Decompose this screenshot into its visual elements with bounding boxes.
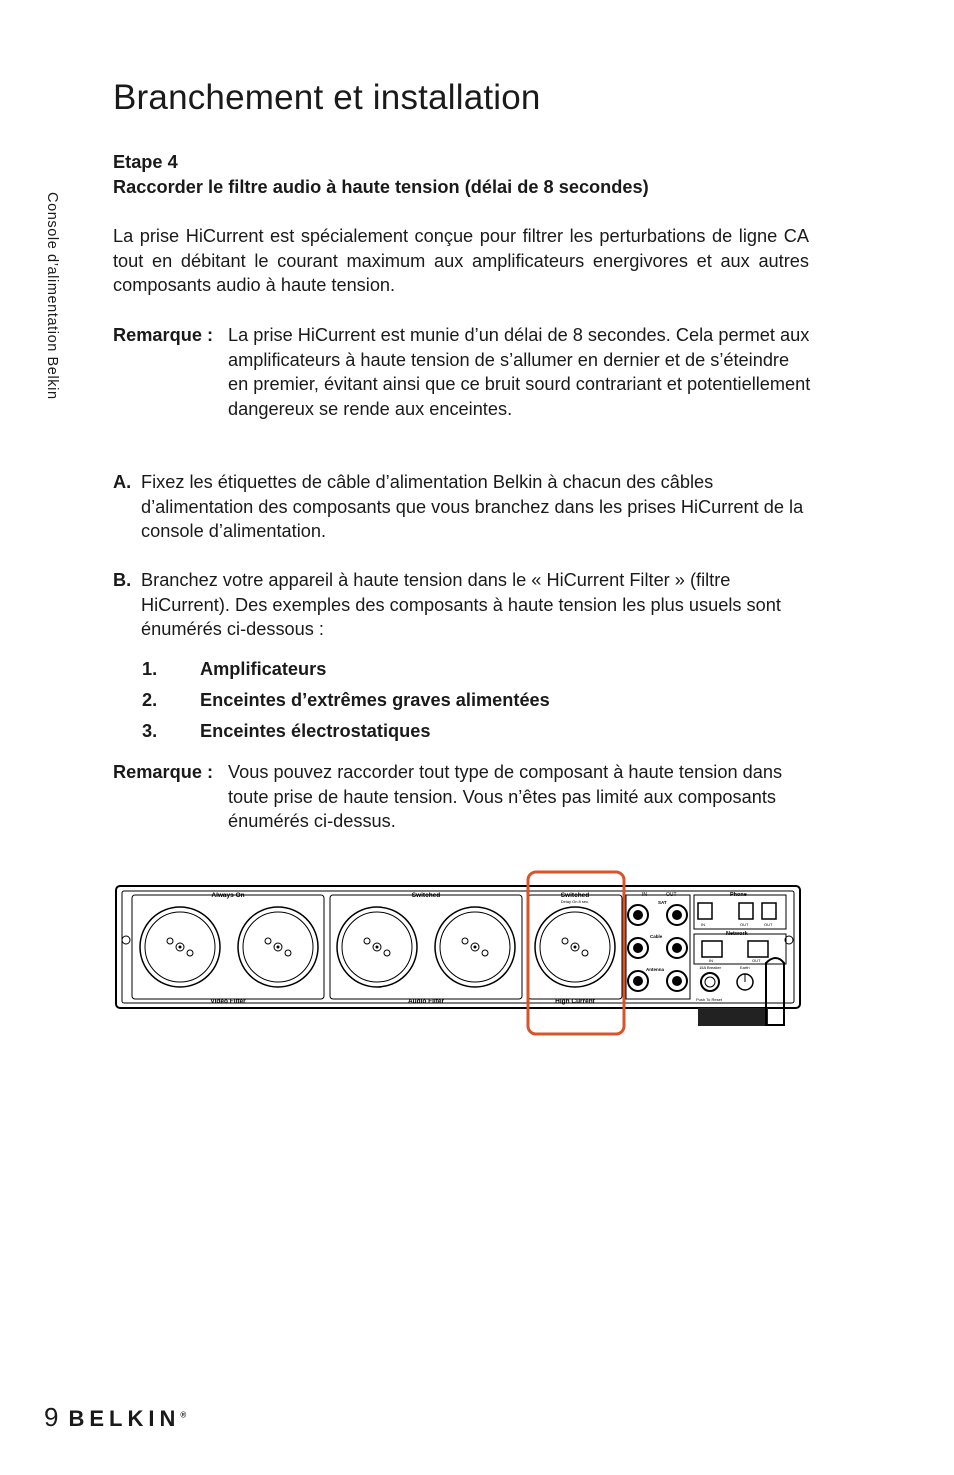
item-a-label: A.: [113, 472, 132, 492]
coax-in-label: IN: [642, 892, 647, 898]
list-item-number: 1.: [142, 659, 158, 679]
list-item: [142, 654, 550, 685]
item-b: [113, 568, 813, 642]
page-title: Branchement et installation: [113, 78, 541, 117]
network-label: Network: [726, 931, 748, 937]
item-b-text: Branchez votre appareil à haute tension dans le « HiCurrent Filter » (filtre HiCurrent). Des exemples des composants à haute tension les plus usuels sont énumérés ci-dessous :: [141, 570, 781, 639]
note-2-label: Remarque :: [113, 762, 214, 782]
list-item-number: 3.: [142, 721, 158, 741]
step-block: [113, 150, 833, 199]
phone-in-label: IN: [701, 922, 705, 927]
intro-paragraph: La prise HiCurrent est spécialement conçue pour filtrer les perturbations de ligne CA tout en débitant le courant maximum aux amplificateurs energivores et aux autres composants audio à haute tension.: [113, 226, 809, 295]
note-1-label: Remarque :: [113, 325, 214, 345]
label-switched: Switched: [411, 892, 441, 899]
net-in-label: IN: [709, 958, 713, 963]
label-audio-filter: Audio Filter: [407, 998, 445, 1005]
note-2-text: Vous pouvez raccorder tout type de composant à haute tension dans toute prise de haute tension. Vous n’êtes pas limité aux composants énumérés ci-dessus.: [228, 762, 783, 831]
label-always-on: Always On: [211, 892, 245, 899]
earth-label: Earth: [740, 965, 750, 970]
brand-text: BELKIN: [68, 1406, 181, 1431]
item-a: [113, 470, 813, 544]
list-item-text: Amplificateurs: [200, 659, 327, 679]
breaker-label: 15A Breaker: [699, 965, 722, 970]
note-1: [113, 323, 813, 421]
phone-label: Phone: [730, 892, 747, 898]
label-high-current: High Current: [555, 998, 595, 1005]
list-item-text: Enceintes électrostatiques: [200, 721, 431, 741]
coax-out-label: OUT: [666, 892, 677, 898]
sat-label: SAT: [658, 900, 667, 905]
list-item: [142, 716, 550, 747]
list-item: [142, 685, 550, 716]
push-reset-label: Push To Reset: [696, 997, 722, 1002]
net-out-label: OUT: [752, 958, 761, 963]
brand-mark: ®: [180, 1410, 187, 1420]
step-subheading: Raccorder le filtre audio à haute tension (délai de 8 secondes): [113, 176, 649, 197]
power-console-back-panel: [112, 868, 812, 1038]
list-item-number: 2.: [142, 690, 158, 710]
page-number: 9: [44, 1402, 59, 1432]
item-a-text: Fixez les étiquettes de câble d’alimentation Belkin à chacun des câbles d’alimentation des composants que vous branchez dans les prises HiCurrent de la console d’alimentation.: [141, 472, 804, 541]
note-1-text: La prise HiCurrent est munie d’un délai de 8 secondes. Cela permet aux amplificateurs à haute tension de s’allumer en dernier et de s’éteindre en premier, évitant ainsi que ce bruit sourd contrariant et potentiellement dangereux se rende aux enceintes.: [228, 325, 811, 419]
step-heading: Etape 4: [113, 152, 178, 172]
page-footer: [44, 1402, 186, 1433]
bottom-foot: [698, 1008, 768, 1026]
list-item-text: Enceintes d’extrêmes graves alimentées: [200, 690, 550, 710]
side-label: Console d’alimentation Belkin: [44, 192, 60, 400]
antenna-label: Antenna: [646, 967, 664, 972]
label-switched-hc: Switched: [560, 892, 590, 899]
phone-out-label: OUT: [740, 922, 749, 927]
label-delay: Delay On 8 sec.: [560, 899, 590, 904]
label-video-filter: Video Filter: [210, 998, 246, 1005]
phone-out-label: OUT: [764, 922, 773, 927]
belkin-logo: [68, 1406, 186, 1432]
cable-label: Cable: [650, 934, 663, 939]
component-list: [142, 654, 550, 747]
item-b-label: B.: [113, 570, 132, 590]
note-2: [113, 760, 813, 834]
